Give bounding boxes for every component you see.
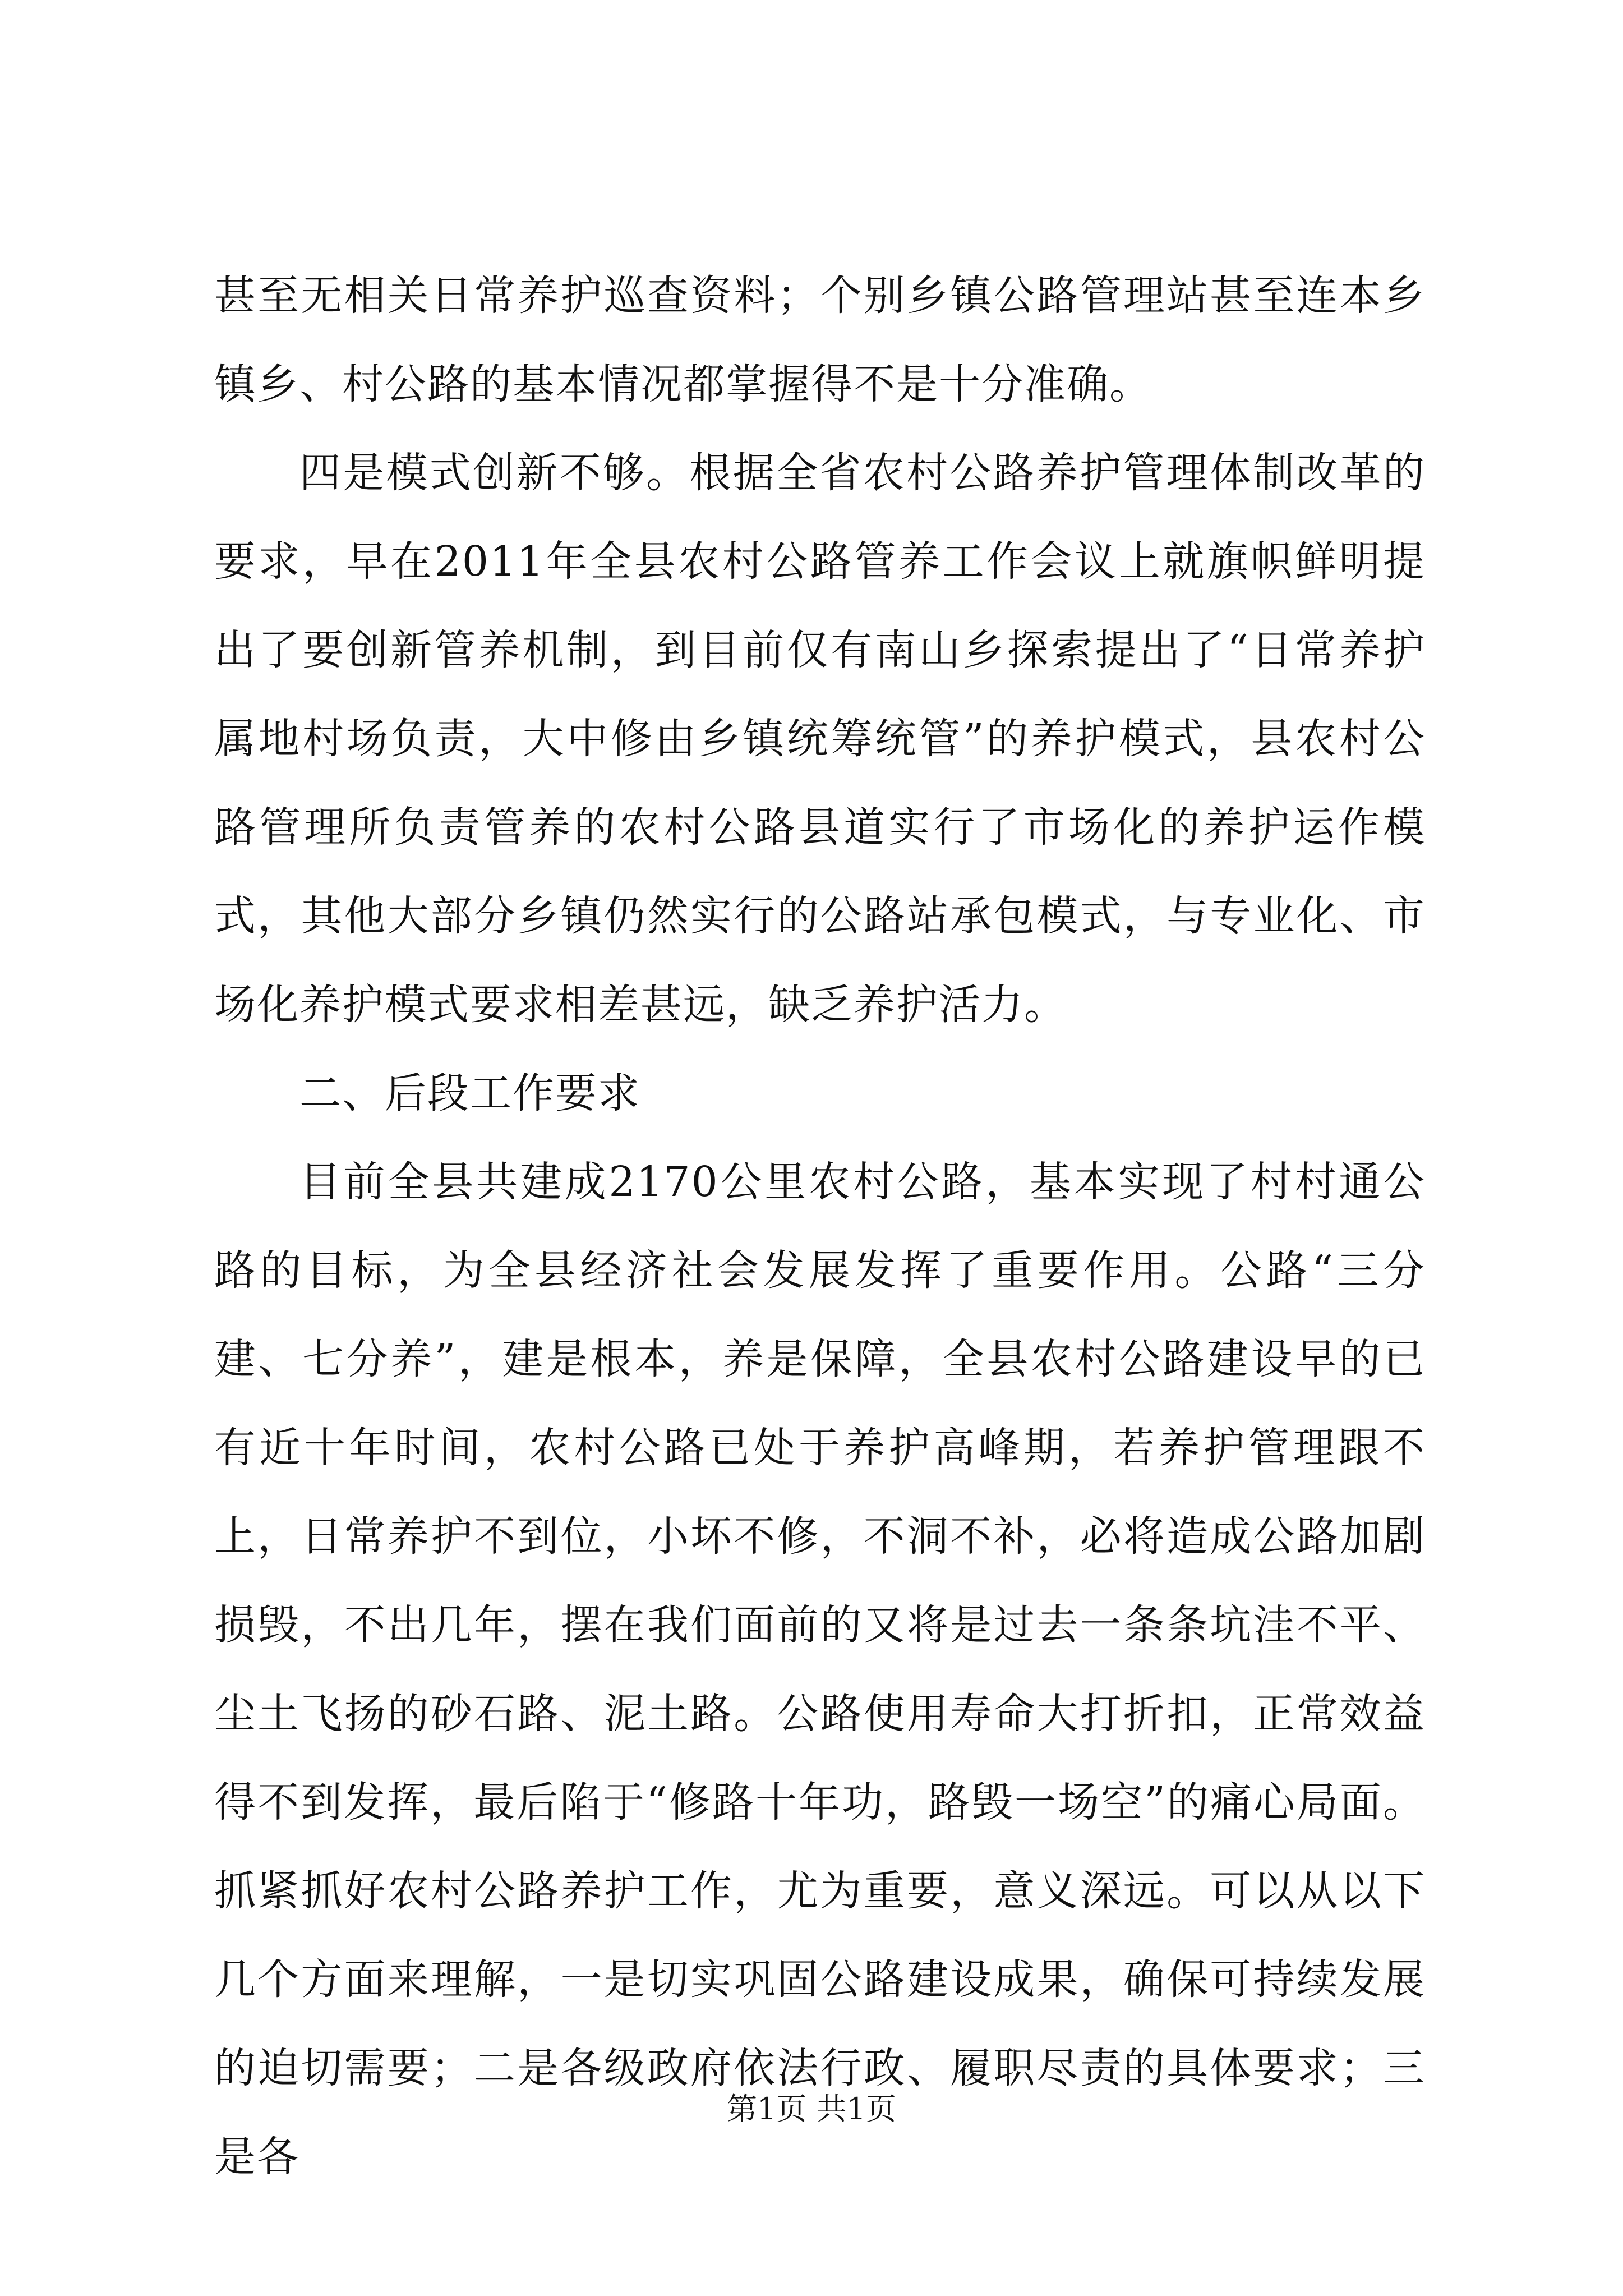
paragraph-road-maintenance: 目前全县共建成2170公里农村公路，基本实现了村村通公路的目标，为全县经济社会发展发挥了重要作用。公路“三分建、七分养”，建是根本，养是保障，全县农村公路建设早的已有近十年时间，农村公路已处于养护高峰期，若养护管理跟不上，日常养护不到位，小坏不修，不洞不补，必将造成公路加剧损毁，不出几年，摆在我们面前的又将是过去一条条坑洼不平、尘土飞扬的砂石路、泥土路。公路使用寿命大打折扣，正常效益得不到发挥，最后陷于“修路十年功，路毁一场空”的痛心局面。抓紧抓好农村公路养护工作，尤为重要，意义深远。可以从以下几个方面来理解，一是切实巩固公路建设成果，确保可持续发展的迫切需要；二是各级政府依法行政、履职尽责的具体要求；三是各 bbox=[214, 1158, 1426, 2181]
paragraph-continued: 甚至无相关日常养护巡查资料；个别乡镇公路管理站甚至连本乡镇乡、村公路的基本情况都掌握得不是十分准确。 bbox=[214, 272, 1426, 408]
section-heading: 二、后段工作要求 bbox=[299, 1069, 640, 1117]
paragraph-model-innovation: 四是模式创新不够。根据全省农村公路养护管理体制改革的要求，早在2011年全县农村公路管养工作会议上就旗帜鲜明提出了要创新管养机制，到目前仅有南山乡探索提出了“日常养护属地村场负责，大中修由乡镇统筹统管”的养护模式，县农村公路管理所负责管养的农村公路县道实行了市场化的养护运作模式，其他大部分乡镇仍然实行的公路站承包模式，与专业化、市场化养护模式要求相差甚远，缺乏养护活力。 bbox=[214, 449, 1426, 1029]
document-body bbox=[214, 251, 1426, 2201]
page-footer: 第1页 共1页 bbox=[727, 2091, 896, 2127]
